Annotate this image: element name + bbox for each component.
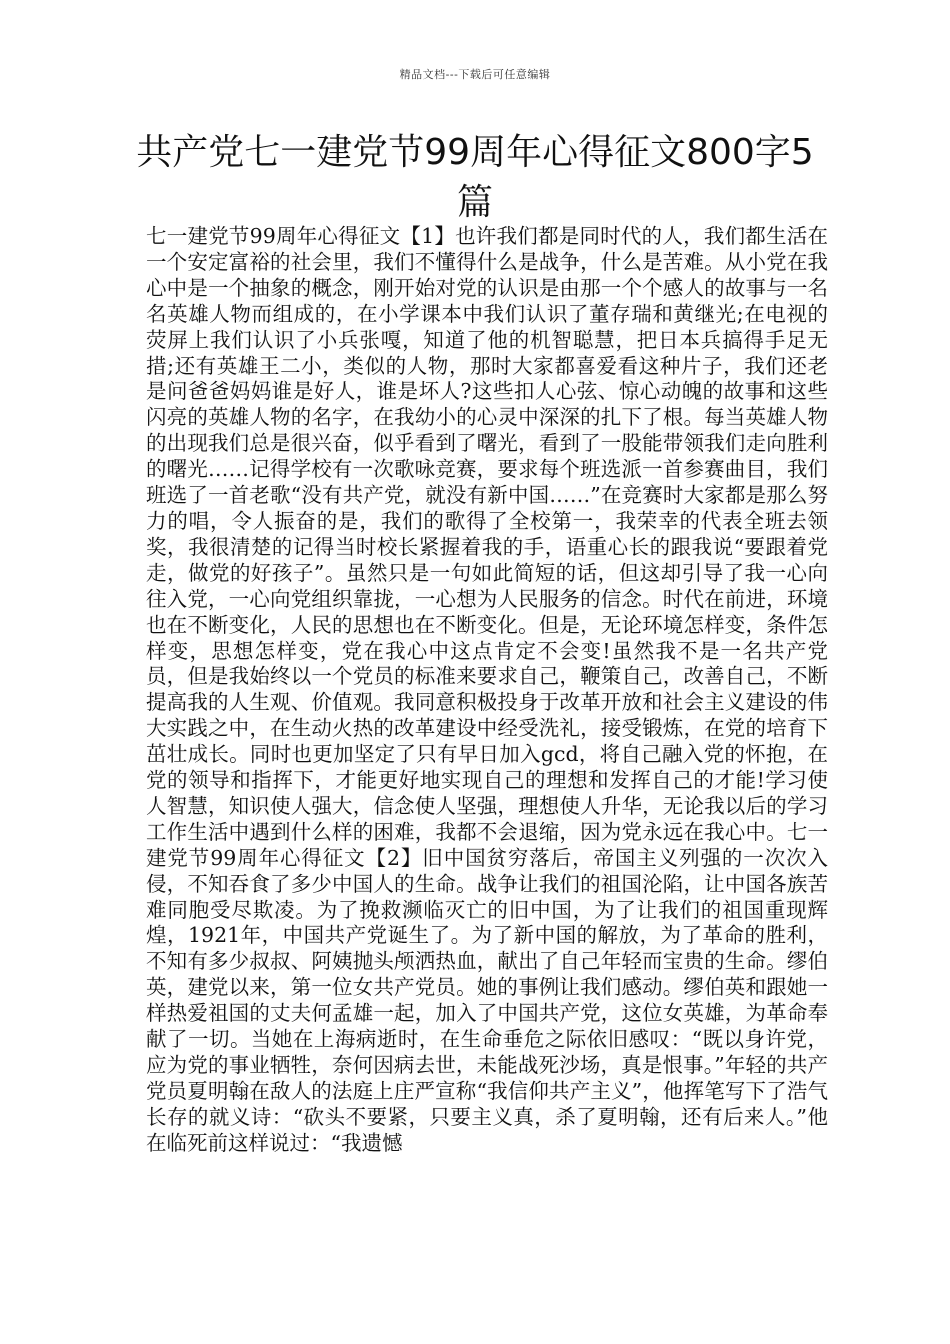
page-header-note: 精品文档---下载后可任意编辑 — [399, 68, 551, 81]
document-title: 共产党七一建党节99周年心得征文800字5篇 — [136, 132, 814, 223]
document-body-text: 七一建党节99周年心得征文【1】也许我们都是同时代的人，我们都生活在一个安定富裕的社会里，我们不懂得什么是战争，什么是苦难。从小党在我心中是一个抽象的概念，刚开始对党的认识是由那一个个感人的故事与一名名英雄人物而组成的，在小学课本中我们认识了董存瑞和黄继光;在电视的荧屏上我们认识了小兵张嘎，知道了他的机智聪慧，把日本兵搞得手足无措;还有英雄王二小，类似的人物，那时大家都喜爱看这种片子，我们还老是问爸爸妈妈谁是好人，谁是坏人?这些扣人心弦、惊心动魄的故事和这些闪亮的英雄人物的名字，在我幼小的心灵中深深的扎下了根。每当英雄人物的出现我们总是很兴奋，似乎看到了曙光，看到了一股能带领我们走向胜利的曙光……记得学校有一次歌咏竞赛，要求每个班选派一首参赛曲目，我们班选了一首老歌“没有共产党，就没有新中国……”在竞赛时大家都是那么努力的唱，令人振奋的是，我们的歌得了全校第一，我荣幸的代表全班去领奖，我很清楚的记得当时校长紧握着我的手，语重心长的跟我说“要跟着党走，做党的好孩子”。虽然只是一句如此简短的话，但这却引导了我一心向往入党，一心向党组织靠拢，一心想为人民服务的信念。时代在前进，环境也在不断变化，人民的思想也在不断变化。但是，无论环境怎样变，条件怎样变，思想怎样变，党在我心中这点肯定不会变!虽然我不是一名共产党员，但是我始终以一个党员的标准来要求自己，鞭策自己，改善自己，不断提高我的人生观、价值观。我同意积极投身于改革开放和社会主义建设的伟大实践之中，在生动火热的改革建设中经受洗礼，接受锻炼，在党的培育下茁壮成长。同时也更加坚定了只有早日加入gcd，将自己融入党的怀抱，在党的领导和指挥下，才能更好地实现自己的理想和发挥自己的才能!学习使人智慧，知识使人强大，信念使人坚强，理想使人升华，无论我以后的学习工作生活中遇到什么样的困难，我都不会退缩，因为党永远在我心中。七一建党节99周年心得征文【2】旧中国贫穷落后，帝国主义列强的一次次入侵，不知吞食了多少中国人的生命。战争让我们的祖国沦陷，让中国各族苦难同胞受尽欺凌。为了挽救濒临灭亡的旧中国，为了让我们的祖国重现辉煌，1921年，中国共产党诞生了。为了新中国的解放，为了革命的胜利，不知有多少叔叔、阿姨抛头颅洒热血，献出了自己年轻而宝贵的生命。缪伯英，建党以来，第一位女共产党员。她的事例让我们感动。缪伯英和跟她一样热爱祖国的丈夫何孟雄一起，加入了中国共产党，这位女英雄，为革命奉献了一切。当她在上海病逝时，在生命垂危之际依旧感叹：“既以身许党，应为党的事业牺牲，奈何因病去世，未能战死沙场，真是恨事。”年轻的共产党员夏明翰在敌人的法庭上庄严宣称“我信仰共产主义”，他挥笔写下了浩气长存的就义诗：“砍头不要紧，只要主义真，杀了夏明翰，还有后来人。”他在临死前这样说过：“我遗憾 — [146, 224, 828, 1155]
